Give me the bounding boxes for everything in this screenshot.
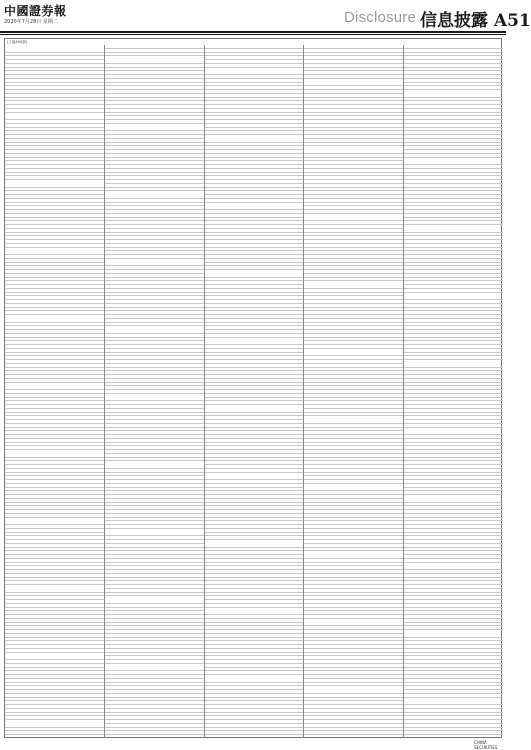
- table-row: [304, 619, 403, 627]
- table-row: [205, 731, 304, 735]
- table-row: [205, 135, 304, 143]
- table-column: [205, 45, 305, 738]
- issue-date: 2020年7月28日 星期二: [4, 19, 58, 25]
- table-row: [304, 731, 403, 735]
- table-row: [105, 596, 204, 604]
- table-row: [404, 90, 503, 98]
- table-row: [205, 608, 304, 616]
- table-row: [304, 484, 403, 492]
- table-row: [205, 270, 304, 278]
- table-row: [5, 653, 104, 661]
- header-rule-thick: [0, 31, 506, 33]
- table-column: [304, 45, 404, 738]
- table-row: [304, 551, 403, 559]
- table-row: [304, 281, 403, 289]
- table-row: [105, 124, 204, 132]
- table-row: [5, 180, 104, 188]
- table-column: [5, 45, 105, 738]
- table-row: [5, 518, 104, 526]
- table-row: [105, 191, 204, 199]
- table-row: [205, 203, 304, 211]
- section-title-chinese: 信息披露 A51: [420, 11, 531, 31]
- table-row: [105, 326, 204, 334]
- header-rule-thin: [0, 34, 506, 35]
- section-title-english: Disclosure: [344, 9, 417, 26]
- table-row: [5, 383, 104, 391]
- table-column: [105, 45, 205, 738]
- disclosure-columns: [5, 45, 503, 738]
- table-row: [304, 146, 403, 154]
- table-row: [304, 686, 403, 694]
- table-row: [5, 45, 104, 53]
- table-row: [205, 338, 304, 346]
- table-row: [5, 315, 104, 323]
- table-row: [304, 349, 403, 357]
- masthead: [0, 0, 531, 32]
- table-row: [304, 416, 403, 424]
- table-row: [304, 79, 403, 87]
- table-row: [205, 675, 304, 683]
- table-row: [105, 664, 204, 672]
- table-row: [105, 529, 204, 537]
- newspaper-logo: 中國證券報: [4, 4, 67, 18]
- table-row: [5, 731, 104, 735]
- table-row: [205, 473, 304, 481]
- table-row: [105, 461, 204, 469]
- table-row: [105, 731, 204, 735]
- table-row: [5, 450, 104, 458]
- table-row: [5, 113, 104, 121]
- table-row: [105, 394, 204, 402]
- table-row: [105, 259, 204, 267]
- table-row: [205, 68, 304, 76]
- table-column: [404, 45, 503, 738]
- table-row: [105, 56, 204, 64]
- continuation-note: (上接A50版): [7, 40, 28, 44]
- table-row: [304, 214, 403, 222]
- table-row: [5, 248, 104, 256]
- table-row: [5, 585, 104, 593]
- table-row: [205, 405, 304, 413]
- table-row: [5, 720, 104, 728]
- disclosure-table-frame: [4, 38, 502, 738]
- table-row: [205, 540, 304, 548]
